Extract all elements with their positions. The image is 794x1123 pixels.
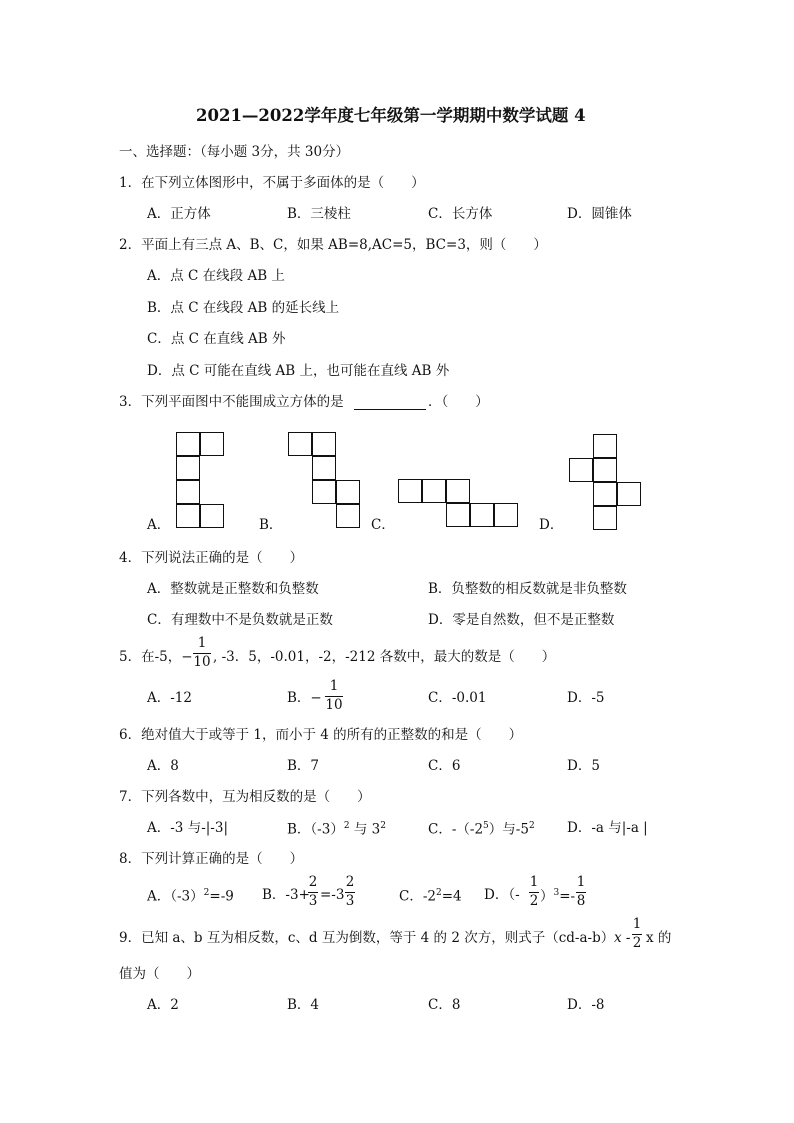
question-8-option-d-start: D．（-: [484, 887, 520, 903]
page-title: 2021—2022学年度七年级第一学期期中数学试题 4: [196, 106, 586, 125]
question-5-option-d: D．-5: [567, 690, 605, 706]
figure-label-c: C．: [371, 517, 395, 533]
question-2-option-a: A．点 C 在线段 AB 上: [147, 268, 285, 284]
fraction-two-thirds-2: 2 3: [345, 874, 355, 909]
question-1-option-d: D．圆锥体: [567, 206, 632, 222]
question-4-stem: 4．下列说法正确的是（ ）: [119, 550, 304, 566]
question-2-option-d: D．点 C 可能在直线 AB 上，也可能在直线 AB 外: [147, 363, 450, 379]
question-6-option-b: B．7: [287, 758, 320, 774]
question-6-stem: 6．绝对值大于或等于 1，而小于 4 的所有的正整数的和是（ ）: [119, 727, 523, 743]
question-8-option-b-start: B．-3+: [262, 887, 310, 903]
question-3-stem-tail: ．（ ）: [428, 394, 489, 410]
question-9-option-d: D．-8: [567, 997, 605, 1013]
question-9-option-b: B．4: [287, 997, 320, 1013]
question-1-option-c: C．长方体: [428, 206, 493, 222]
question-2-option-b: B．点 C 在线段 AB 的延长线上: [147, 300, 340, 316]
question-4-option-a: A．整数就是正整数和负整数: [147, 581, 319, 597]
question-2-option-c: C．点 C 在直线 AB 外: [147, 331, 286, 347]
figure-label-b: B．: [259, 517, 283, 533]
fraction-one-eighth: 1 8: [576, 874, 586, 909]
question-8-option-a: A．$(-3)^2=-9$: [147, 888, 234, 905]
question-6-option-d: D．5: [567, 758, 600, 774]
question-1-option-b: B．三棱柱: [287, 206, 351, 222]
fraction-two-thirds-1: 2 3: [308, 874, 318, 909]
question-6-option-a: A．8: [147, 758, 179, 774]
question-7-stem: 7．下列各数中，互为相反数的是（ ）: [119, 789, 371, 805]
question-7-option-c: C．$-(-2^5)$与$-5^2$: [428, 821, 535, 838]
question-2-stem: 2．平面上有三点 A、B、C，如果 AB=8,AC=5，BC=3，则（ ）: [119, 237, 547, 253]
question-7-option-a: A．-3 与-|-3|: [147, 820, 228, 836]
fraction-one-half: 1 2: [529, 874, 539, 909]
question-9-option-c: C．8: [428, 997, 461, 1013]
question-4-option-d: D．零是自然数，但不是正整数: [428, 612, 615, 628]
answer-blank: [354, 409, 426, 410]
question-8-option-d-mid: ）$^3$=-: [540, 888, 576, 905]
question-3-stem: 3．下列平面图中不能围成立方体的是: [119, 394, 344, 410]
question-9-expression-end: x 的: [646, 930, 672, 946]
fraction-one-half-q9: 1 2: [632, 916, 642, 951]
question-5-option-a: A．-12: [147, 690, 192, 706]
question-5-stem-start: 5．在-5，−: [119, 649, 193, 665]
question-5-stem-end: , -3．5，-0.01，-2，-212 各数中，最大的数是（ ）: [213, 649, 556, 665]
figure-label-d: D．: [539, 517, 564, 533]
question-9-expression-start: x -: [614, 930, 631, 946]
question-8-option-b-mid: =-3: [320, 887, 345, 903]
question-4-option-b: B．负整数的相反数就是非负整数: [428, 581, 627, 597]
question-9-option-a: A．2: [147, 997, 179, 1013]
section-heading: 一、选择题：（每小题 3分，共 30分）: [119, 144, 350, 160]
question-5-option-c: C．-0.01: [428, 690, 487, 706]
question-1-stem: 1．在下列立体图形中，不属于多面体的是（ ）: [119, 175, 425, 191]
question-6-option-c: C．6: [428, 758, 461, 774]
question-4-option-c: C．有理数中不是负数就是正数: [147, 612, 333, 628]
fraction-one-tenth: 1 10: [193, 635, 211, 670]
question-5-option-b: B．−: [287, 690, 322, 706]
question-9-stem-line2: 值为（ ）: [119, 966, 200, 982]
figure-label-a: A．: [147, 517, 171, 533]
question-9-stem: 9．已知 a、b 互为相反数，c、d 互为倒数，等于 4 的 2 次方，则式子（cd-a-b）: [119, 930, 615, 946]
question-8-option-c: C．$-2^2=4$: [399, 888, 462, 905]
question-1-option-a: A．正方体: [147, 206, 211, 222]
question-7-option-b: B．$(-3)^2$ 与 $3^2$: [287, 821, 386, 838]
question-8-stem: 8．下列计算正确的是（ ）: [119, 851, 304, 867]
fraction-one-tenth-option: 1 10: [325, 678, 343, 713]
question-7-option-d: D．-a 与|-a |: [567, 820, 648, 836]
